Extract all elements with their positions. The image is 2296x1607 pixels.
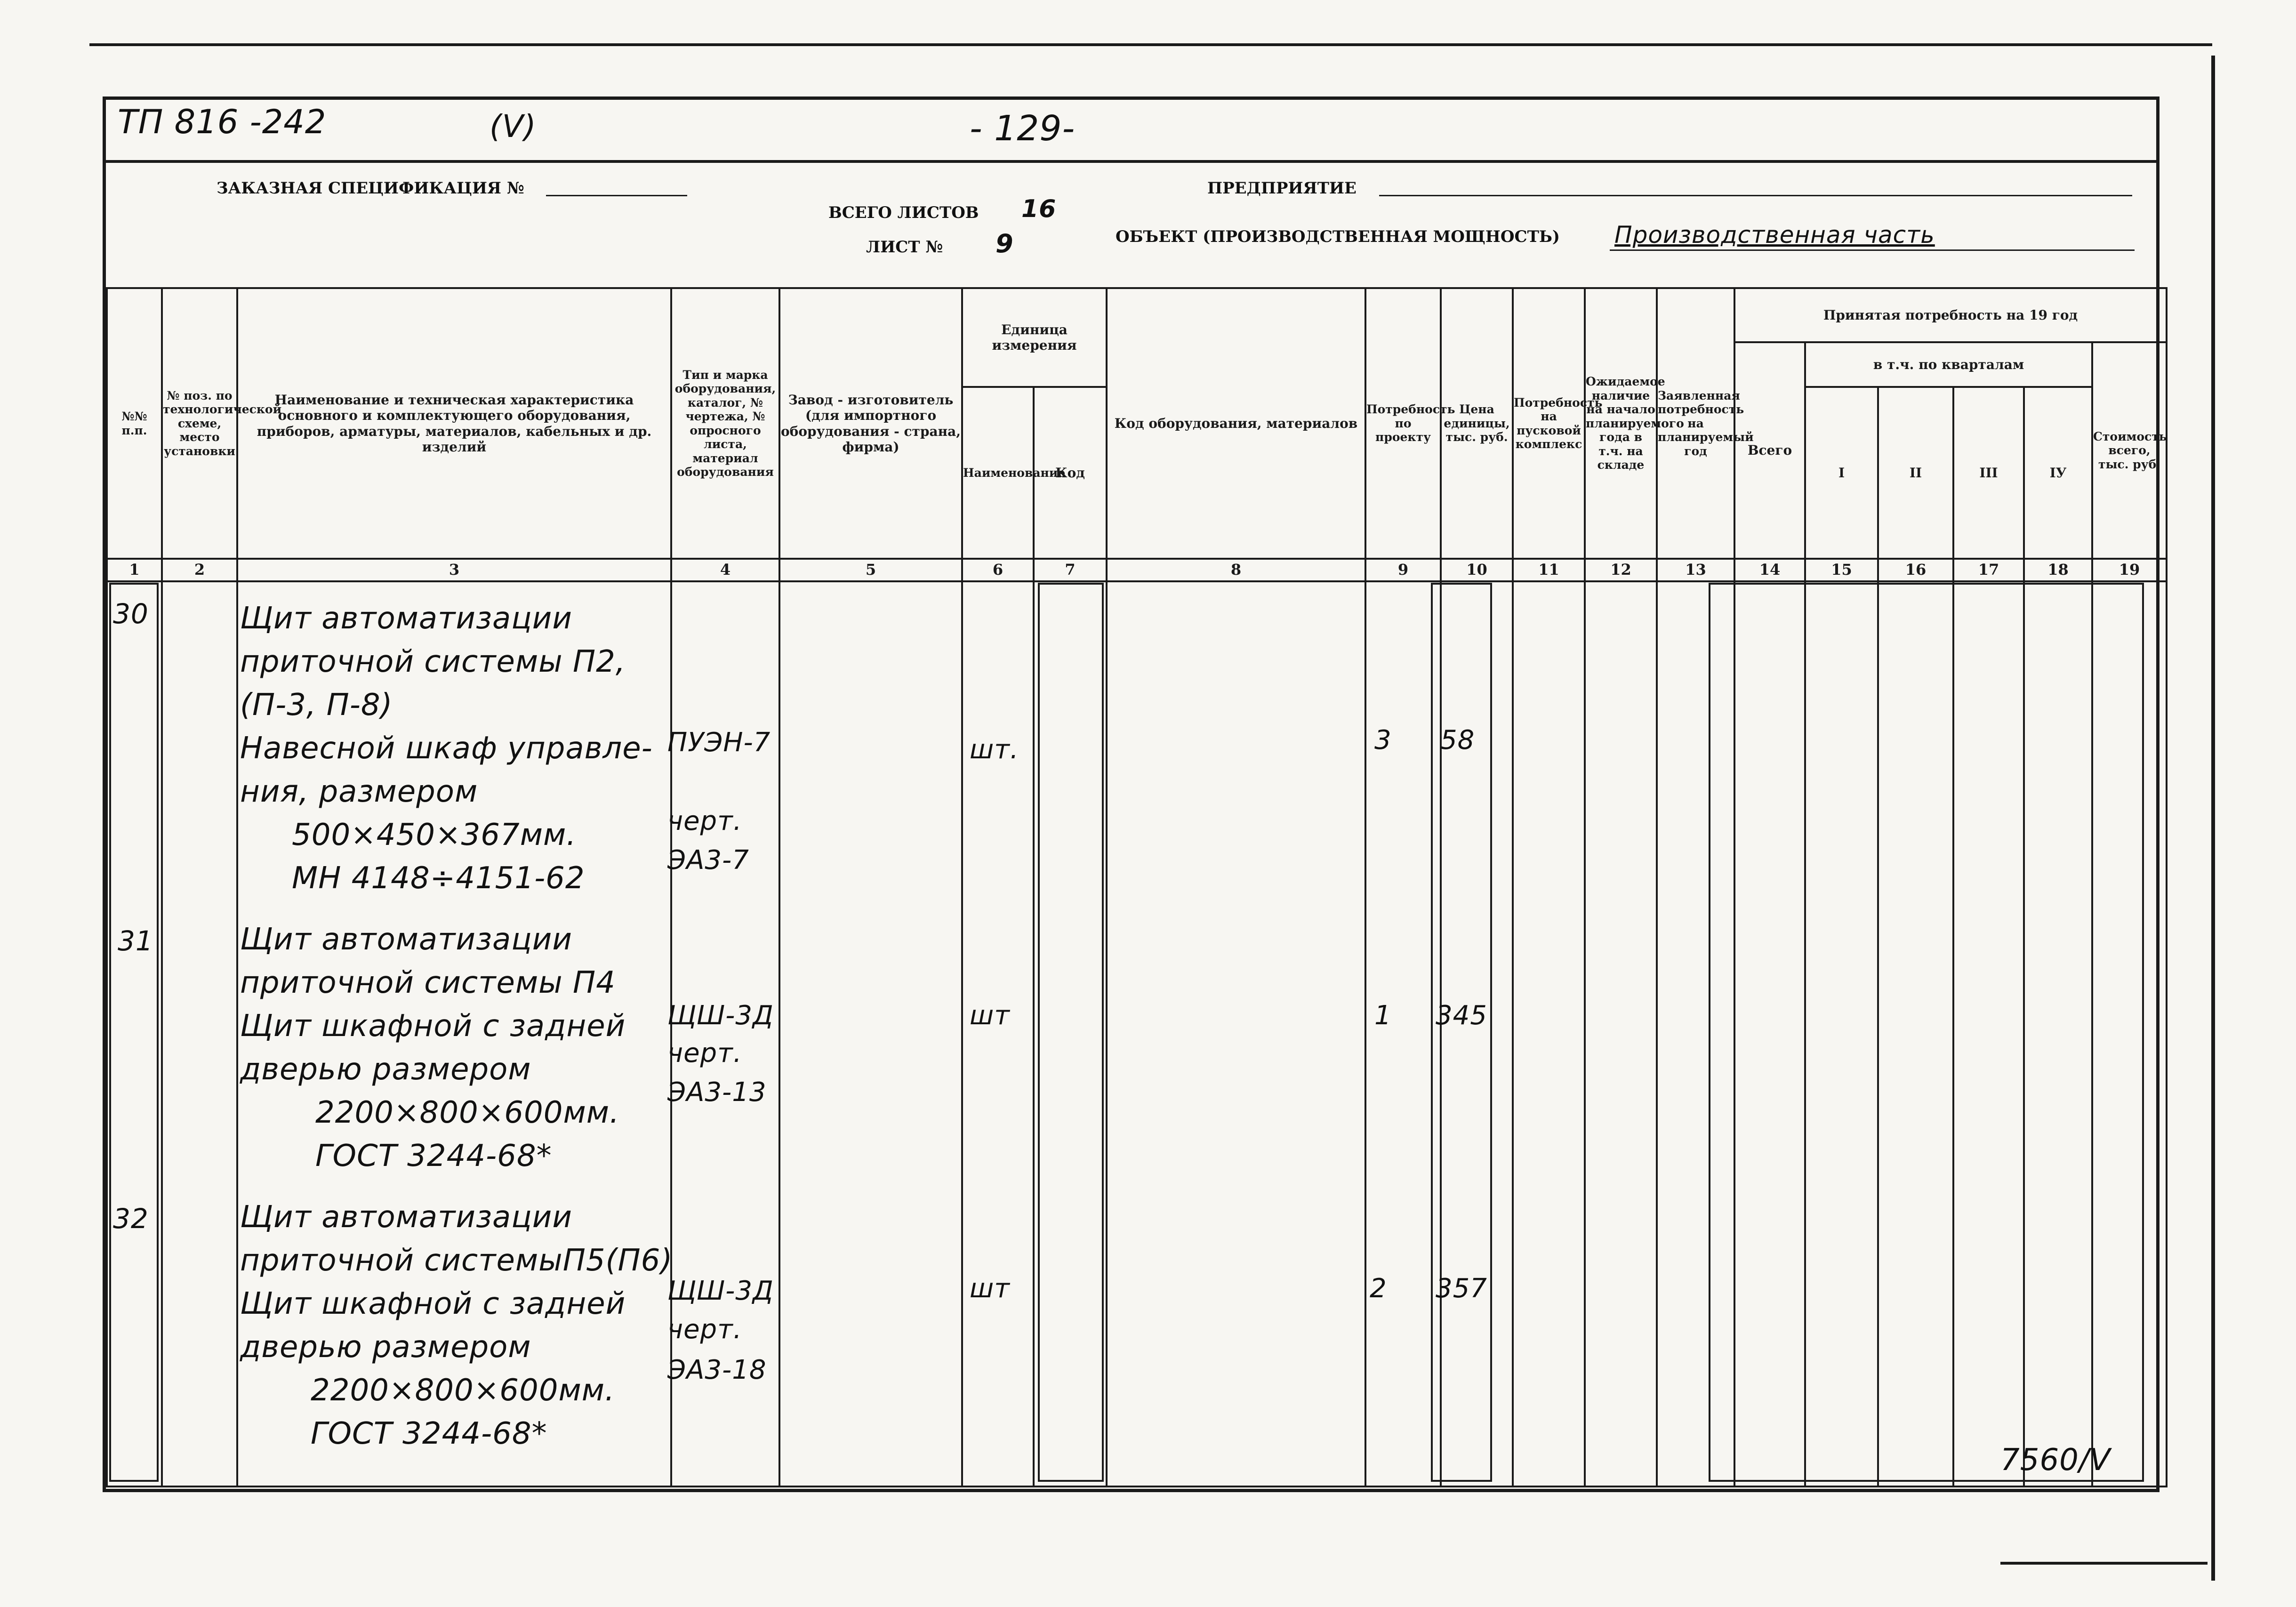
col-header-unit-name: Наименование: [962, 387, 1034, 559]
row-30-desc-line: Навесной шкаф управле-: [240, 731, 653, 766]
column-number: 8: [1107, 559, 1365, 581]
row-32-number: 32: [113, 1203, 149, 1235]
scan-bottom-line: [2000, 1562, 2208, 1565]
col-header-equipment-code: Код оборудования, материалов: [1107, 288, 1365, 559]
col-header-number: №№ п.п.: [107, 288, 162, 559]
row-32-quantity: 2: [1370, 1273, 1387, 1304]
column-number: 7: [1034, 559, 1107, 581]
row-32-desc-line: Щит шкафной с задней: [240, 1286, 626, 1321]
col-header-position: № поз. по технологической схеме, место установки: [162, 288, 237, 559]
row-30-drawing-number: ЭА3-7: [667, 845, 749, 876]
row-30-quantity: 3: [1374, 725, 1392, 755]
total-sheets-label: ВСЕГО ЛИСТОВ: [828, 203, 979, 222]
col-header-expected-stock: Ожидаемое наличие на начало планируемого года в т.ч. на складе: [1585, 288, 1657, 559]
col-header-q3: III: [1953, 387, 2024, 559]
scan-top-line: [89, 43, 2212, 46]
column-number: 6: [962, 559, 1034, 581]
inner-border-accepted: [1709, 583, 2144, 1482]
col-header-unit-price: Цена единицы, тыс. руб.: [1441, 288, 1513, 559]
row-30-desc-line: Щит автоматизации: [240, 601, 572, 636]
sheet-number-label: ЛИСТ №: [866, 238, 943, 257]
footer-sheet-code: 7560/V: [2000, 1443, 2111, 1478]
col-header-accepted-group: Принятая потребность на 19 год: [1734, 288, 2167, 342]
inner-border-num: [109, 583, 159, 1482]
column-number: 16: [1878, 559, 1953, 581]
row-32-desc-line: 2200×800×600мм.: [311, 1373, 615, 1408]
row-30-drawing-label: черт.: [667, 806, 742, 836]
row-31-description: [240, 918, 626, 1178]
stamp-row-divider: [106, 160, 2156, 163]
col-header-quarters-group: в т.ч. по кварталам: [1805, 342, 2092, 387]
total-sheets-value: 16: [1021, 195, 1057, 223]
row-31-desc-line: Щит шкафной с задней: [240, 1009, 626, 1044]
column-number: 15: [1805, 559, 1878, 581]
column-number: 2: [162, 559, 237, 581]
row-32-price: 357: [1436, 1273, 1487, 1304]
col-header-declared-need: Заявленная потребность на планируемый год: [1657, 288, 1734, 559]
page-number: - 129-: [970, 108, 1076, 149]
object-label: ОБЪЕКТ (ПРОИЗВОДСТВЕННАЯ МОЩНОСТЬ): [1116, 227, 1560, 246]
column-number: 13: [1657, 559, 1734, 581]
column-number-row: [107, 559, 2167, 581]
row-31-price: 345: [1436, 1000, 1487, 1031]
enterprise-field: [1379, 195, 2132, 196]
row-32-drawing-number: ЭА3-18: [667, 1355, 767, 1385]
row-31-quantity: 1: [1374, 1000, 1392, 1031]
inner-border-unit-code: [1038, 583, 1104, 1482]
row-30-number: 30: [113, 598, 149, 630]
col-header-q2: II: [1878, 387, 1953, 559]
col-header-total: Всего: [1734, 342, 1805, 559]
row-32-unit: шт: [970, 1273, 1010, 1304]
document-code: ТП 816 -242: [118, 103, 327, 141]
row-30-desc-line: МН 4148÷4151-62: [292, 861, 585, 896]
row-31-desc-line: 2200×800×600мм.: [315, 1095, 620, 1130]
row-30-desc-line: 500×450×367мм.: [292, 818, 577, 852]
row-31-unit: шт: [970, 1000, 1010, 1031]
col-header-name: Наименование и техническая характеристика основного и комплектующего оборудования, приборов, арматуры, материалов, кабельных и др. изделий: [237, 288, 671, 559]
object-value: Производственная часть: [1614, 221, 1935, 249]
row-30-desc-line: (П-3, П-8): [240, 688, 393, 723]
row-32-description: [240, 1196, 673, 1455]
column-number: 11: [1513, 559, 1585, 581]
row-30-desc-line: приточной системы П2,: [240, 644, 626, 679]
enterprise-label: ПРЕДПРИЯТИЕ: [1207, 179, 1357, 198]
row-32-desc-line: приточной системыП5(П6): [240, 1243, 673, 1278]
column-number: 10: [1441, 559, 1513, 581]
col-header-manufacturer: Завод - изготовитель (для импортного оборудования - страна, фирма): [779, 288, 962, 559]
order-spec-label: ЗАКАЗНАЯ СПЕЦИФИКАЦИЯ №: [217, 179, 524, 198]
row-31-drawing-number: ЭА3-13: [667, 1077, 767, 1108]
col-header-project-need: Потребность по проекту: [1365, 288, 1441, 559]
row-31-desc-line: ГОСТ 3244-68*: [315, 1139, 552, 1173]
row-31-desc-line: приточной системы П4: [240, 965, 616, 1000]
column-number: 4: [671, 559, 779, 581]
object-field: [1610, 249, 2135, 251]
col-header-unit-code: Код: [1034, 387, 1107, 559]
row-30-type: ПУЭН-7: [667, 727, 771, 758]
inner-border-price: [1431, 583, 1492, 1482]
column-number: 3: [237, 559, 671, 581]
row-30-description: [240, 597, 653, 900]
order-spec-field: [546, 195, 687, 196]
row-30-price: 58: [1440, 725, 1475, 755]
col-header-unit-group: Единица измерения: [962, 288, 1107, 387]
column-number: 1: [107, 559, 162, 581]
document-variant: (V): [490, 108, 537, 145]
row-31-type: ЩШ-3Д: [667, 1000, 774, 1031]
row-31-desc-line: Щит автоматизации: [240, 922, 572, 957]
column-number: 14: [1734, 559, 1805, 581]
column-number: 5: [779, 559, 962, 581]
row-32-desc-line: ГОСТ 3244-68*: [311, 1416, 547, 1451]
column-number: 19: [2092, 559, 2167, 581]
col-header-type: Тип и марка оборудования, каталог, № чертежа, № опросного листа, материал оборудования: [671, 288, 779, 559]
sheet-number-value: 9: [995, 229, 1014, 258]
row-32-drawing-label: черт.: [667, 1314, 742, 1345]
row-32-desc-line: Щит автоматизации: [240, 1200, 572, 1235]
col-header-cost: Стоимость всего, тыс. руб.: [2092, 342, 2167, 559]
column-number: 17: [1953, 559, 2024, 581]
column-number: 9: [1365, 559, 1441, 581]
col-header-q1: I: [1805, 387, 1878, 559]
row-31-desc-line: дверью размером: [240, 1052, 531, 1087]
col-header-launch-need: Потребность на пусковой комплекс: [1513, 288, 1585, 559]
row-30-desc-line: ния, размером: [240, 774, 478, 809]
scan-right-line: [2211, 56, 2215, 1581]
row-31-drawing-label: черт.: [667, 1038, 742, 1069]
row-31-number: 31: [118, 925, 153, 957]
col-header-q4: IУ: [2024, 387, 2092, 559]
row-30-unit: шт.: [970, 734, 1019, 765]
row-32-desc-line: дверью размером: [240, 1330, 531, 1365]
column-number: 18: [2024, 559, 2092, 581]
column-number: 12: [1585, 559, 1657, 581]
row-32-type: ЩШ-3Д: [667, 1276, 774, 1306]
